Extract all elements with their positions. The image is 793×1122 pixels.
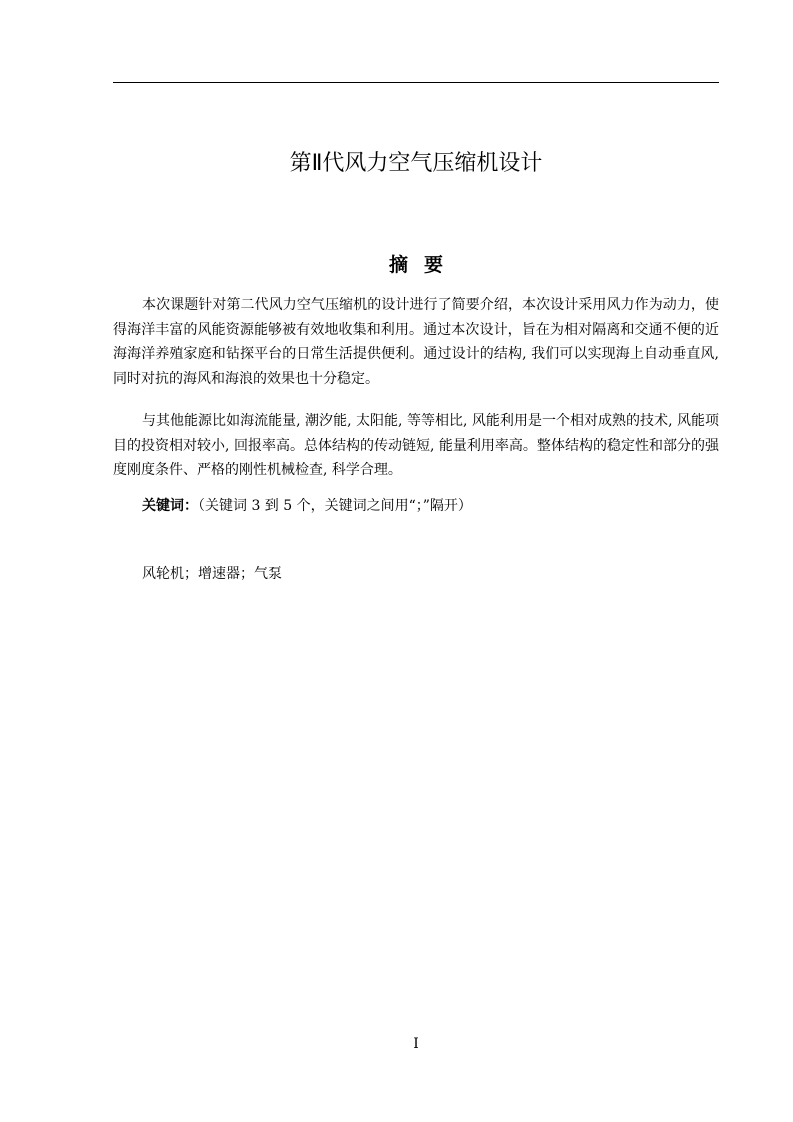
keywords-note: （关键词 3 到 5 个，关键词之间用“；”隔开）	[198, 498, 472, 514]
document-title: 第Ⅱ代风力空气压缩机设计	[289, 151, 543, 176]
keywords-list: 风轮机；增速器；气泵	[142, 566, 282, 582]
abstract-heading: 摘要	[388, 254, 459, 276]
abstract-paragraph-2: 与其他能源比如海流能量, 潮汐能, 太阳能, 等等相比, 风能利用是一个相对成熟的技术, 风能项目的投资相对较小, 回报率高。总体结构的传动链短, 能量利用率高。整体结构的稳定性和部分的强度刚度条件、严格的刚性机械检查, 科学合理。	[113, 413, 719, 478]
keywords-line	[142, 494, 719, 518]
page-number: I	[413, 1036, 419, 1052]
keywords-label: 关键词：	[142, 498, 198, 514]
abstract-paragraph-1: 本次课题针对第二代风力空气压缩机的设计进行了简要介绍，本次设计采用风力作为动力，使得海洋丰富的风能资源能够被有效地收集和利用。通过本次设计，旨在为相对隔离和交通不便的近海海洋养殖家庭和钻探平台的日常生活提供便利。通过设计的结构, 我们可以实现海上自动垂直风, 同时对抗的海风和海浪的效果也十分稳定。	[113, 297, 719, 387]
header-rule	[113, 82, 719, 83]
